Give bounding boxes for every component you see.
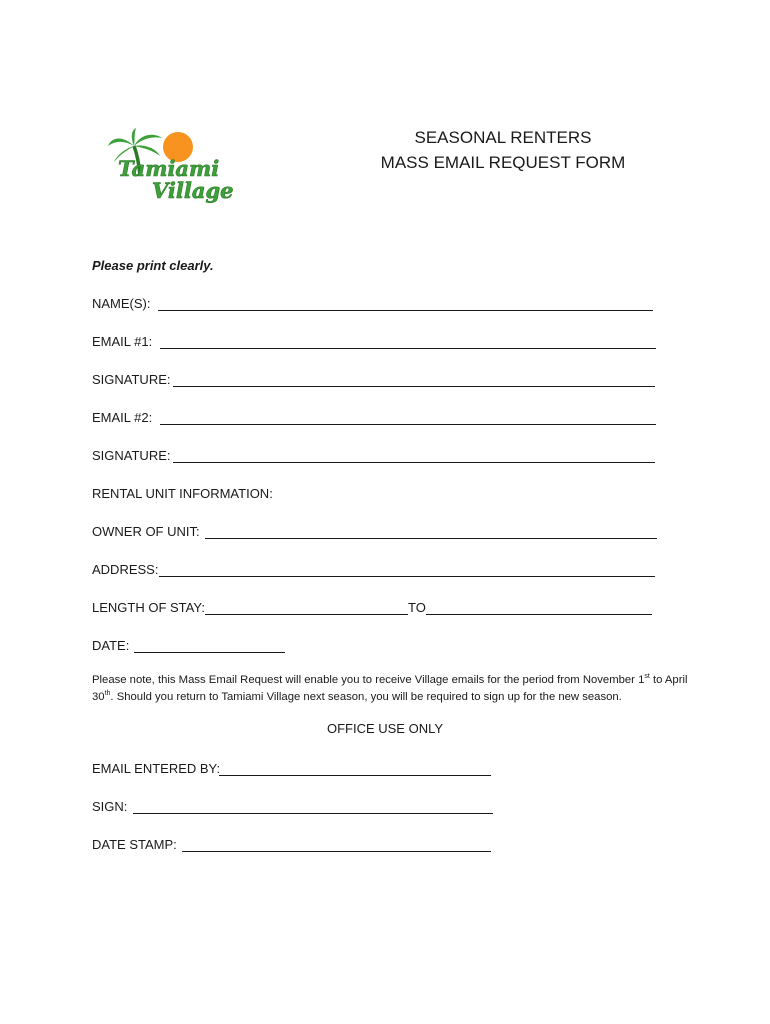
stay-end-field[interactable] <box>426 614 652 615</box>
office-use-heading: OFFICE USE ONLY <box>326 721 444 736</box>
email-entered-by-label: EMAIL ENTERED BY: <box>92 761 221 776</box>
note-text-part1: Please note, this Mass Email Request will enable you to receive Village emails for the period from November 1 <box>92 674 645 686</box>
logo-text-tamiami: Tamiami <box>118 156 220 181</box>
to-label: TO <box>408 600 426 615</box>
email2-field[interactable] <box>160 424 656 425</box>
logo-text-village: Village <box>152 178 234 203</box>
address-label: ADDRESS: <box>92 562 159 577</box>
sign-label: SIGN: <box>92 799 128 814</box>
signature2-label: SIGNATURE: <box>92 448 171 463</box>
signature1-field[interactable] <box>173 386 655 387</box>
tamiami-village-logo <box>104 128 236 204</box>
email-entered-by-field[interactable] <box>219 775 491 776</box>
sign-field[interactable] <box>133 813 493 814</box>
date-field[interactable] <box>134 652 285 653</box>
note-text-part3: . Should you return to Tamiami Village next season, you will be required to sign up for the new season. <box>110 691 622 703</box>
date-stamp-field[interactable] <box>182 851 491 852</box>
email1-field[interactable] <box>160 348 656 349</box>
stay-start-field[interactable] <box>205 614 408 615</box>
date-label: DATE: <box>92 638 130 653</box>
owner-label: OWNER OF UNIT: <box>92 524 200 539</box>
signature1-label: SIGNATURE: <box>92 372 171 387</box>
email2-label: EMAIL #2: <box>92 410 153 425</box>
date-stamp-label: DATE STAMP: <box>92 837 177 852</box>
form-title-line2: MASS EMAIL REQUEST FORM <box>380 153 626 172</box>
note-text-part2: to April 30 <box>92 674 688 703</box>
signature2-field[interactable] <box>173 462 655 463</box>
note-superscript-th: th <box>104 690 111 698</box>
length-of-stay-label: LENGTH OF STAY: <box>92 600 205 615</box>
names-field[interactable] <box>158 310 653 311</box>
address-field[interactable] <box>159 576 655 577</box>
owner-field[interactable] <box>205 538 657 539</box>
rental-unit-section-label: RENTAL UNIT INFORMATION: <box>92 486 273 501</box>
print-clearly-instruction: Please print clearly. <box>92 258 214 273</box>
names-label: NAME(S): <box>92 296 151 311</box>
form-title-line1: SEASONAL RENTERS <box>414 128 592 147</box>
email1-label: EMAIL #1: <box>92 334 153 349</box>
mass-email-note <box>92 672 692 706</box>
note-superscript-st: st <box>644 673 650 681</box>
